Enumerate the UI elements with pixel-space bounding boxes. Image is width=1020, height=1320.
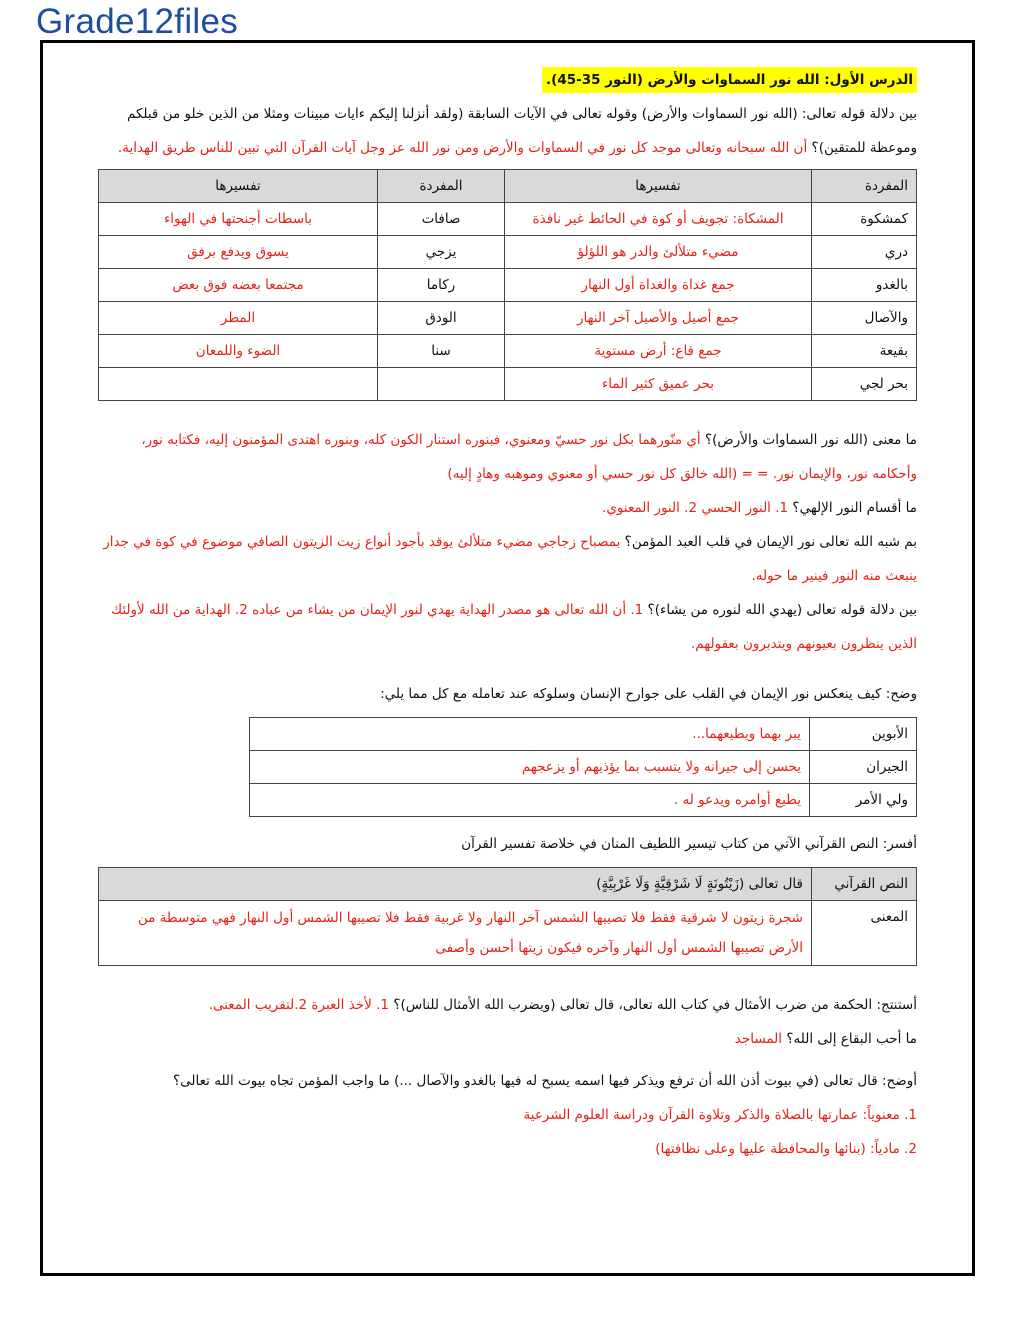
question-4-text: بم شبه الله تعالى نور الإيمان في قلب العبد المؤمن؟ — [624, 534, 917, 550]
meaning-cell: المشكاة: تجويف أو كوة في الحائط غير نافذة — [505, 203, 812, 236]
meaning-cell: الضوء واللمعان — [99, 335, 378, 368]
quran-verse: قال تعالى (زَيْتُونَةٍ لَا شَرْقِيَّةٍ وَلَا غَرْبِيَّةٍ) — [99, 868, 812, 901]
relation-cell: ولي الأمر — [810, 784, 917, 817]
relation-cell: الجيران — [810, 751, 917, 784]
relation-cell: الأبوين — [810, 718, 917, 751]
question-3 — [98, 491, 917, 525]
tafsir-table — [98, 867, 917, 966]
header-word-1: المفردة — [812, 170, 917, 203]
vocabulary-table — [98, 169, 917, 401]
vocabulary-header-row — [99, 170, 917, 203]
word-cell: الودق — [378, 302, 505, 335]
question-9-text: ما أحب البقاع إلى الله؟ — [786, 1031, 917, 1047]
question-3-text: ما أقسام النور الإلهي؟ — [792, 500, 917, 516]
quran-text-label: النص القرآني — [812, 868, 917, 901]
lesson-title-wrap — [98, 63, 917, 97]
meaning-cell: مجتمعا بعضه فوق بعض — [99, 269, 378, 302]
question-3-answer: 1. النور الحسي 2. النور المعنوي. — [602, 500, 789, 516]
question-2 — [98, 423, 917, 491]
behavior-cell: يبر بهما ويطيعهما... — [250, 718, 810, 751]
lesson-content — [98, 63, 917, 1166]
word-cell: دري — [812, 236, 917, 269]
word-cell: بحر لجي — [812, 368, 917, 401]
question-2-answer: أي منّورهما بكل نور حسيّ ومعنوي، فبنوره استنار الكون كله، وبنوره اهتدى المؤمنون إليه، فكتابه نور، وأحكامه نور، والإيمان نور. — [141, 432, 917, 482]
question-2-text: ما معنى (الله نور السماوات والأرض)؟ — [704, 432, 917, 448]
behavior-cell: يطيع أوامره ويدعو له . — [250, 784, 810, 817]
question-4 — [98, 525, 917, 593]
meaning-cell: جمع غداة والغداة أول النهار — [505, 269, 812, 302]
table-row — [99, 203, 917, 236]
table-row — [99, 335, 917, 368]
question-5 — [98, 593, 917, 661]
question-7 — [98, 827, 917, 861]
question-1-answer: أن الله سبحانه وتعالى موجد كل نور في السماوات والأرض ومن نور الله عز وجل آيات القرآن التي تبين للناس طريق الهداية. — [117, 140, 808, 156]
table-row — [250, 784, 917, 817]
word-cell: والآصال — [812, 302, 917, 335]
verse-meaning: شجرة زيتون لا شرقية فقط فلا تصيبها الشمس آخر النهار ولا غربية فقط فلا تصيبها الشمس أول النهار فهي متوسطة من الأرض تصيبها الشمس أول النهار وآخره فيكون زيتها أحسن وأصفى — [99, 901, 812, 966]
question-1 — [98, 97, 917, 165]
table-row — [99, 269, 917, 302]
question-10-text: أوضح: قال تعالى (في بيوت أذن الله أن ترفع ويذكر فيها اسمه يسبح له فيها بالغدو والآصال ...) ما واجب المؤمن تجاه بيوت الله تعالى؟ — [173, 1073, 917, 1089]
header-meaning-2: تفسيرها — [99, 170, 378, 203]
question-9 — [98, 1022, 917, 1056]
behavior-table — [249, 717, 917, 817]
question-8-answer: 1. لأخذ العبرة 2.لتقريب المعنى. — [208, 997, 390, 1013]
behavior-cell: يحسن إلى جيرانه ولا يتسبب بما يؤذيهم أو يزعجهم — [250, 751, 810, 784]
table-row — [99, 236, 917, 269]
question-6 — [98, 677, 917, 711]
word-cell: بالغدو — [812, 269, 917, 302]
table-row — [250, 718, 917, 751]
word-cell: كمشكوة — [812, 203, 917, 236]
meaning-cell — [99, 368, 378, 401]
header-word-2: المفردة — [378, 170, 505, 203]
question-10 — [98, 1064, 917, 1098]
question-6-text: وضح: كيف ينعكس نور الإيمان في القلب على جوارح الإنسان وسلوكه عند تعامله مع كل مما يلي: — [380, 686, 917, 702]
word-cell: بقيعة — [812, 335, 917, 368]
question-5-text: بين دلالة قوله تعالى (يهدي الله لنوره من يشاء)؟ — [647, 602, 917, 618]
page-frame — [40, 40, 975, 1276]
meaning-cell: باسطات أجنحتها في الهواء — [99, 203, 378, 236]
lesson-title: الدرس الأول: الله نور السماوات والأرض (النور 35-45). — [542, 67, 917, 93]
question-9-answer: المساجد — [734, 1031, 783, 1047]
meaning-cell: جمع قاع: أرض مستوية — [505, 335, 812, 368]
meaning-cell: المطر — [99, 302, 378, 335]
question-2-answer-alt: = = (الله خالق كل نور حسي أو معنوي وموهبه وهادٍ إليه) — [447, 466, 769, 482]
question-10-answer-2: 2. مادياً: (بنائها والمحافظة عليها وعلى نظافتها) — [655, 1141, 917, 1157]
brand-logo: Grade12files — [36, 2, 239, 41]
word-cell — [378, 368, 505, 401]
question-1-text: بين دلالة قوله تعالى: (الله نور السماوات والأرض) وقوله تعالى في الآيات السابقة (ولقد أنزلنا إليكم ءايات مبينات ومثلا من الذين خلو من قبلكم وموعظة للمتقين)؟ — [126, 106, 917, 156]
table-row — [250, 751, 917, 784]
question-4-answer: بمصباح زجاجي مضيء متلألئ يوقد بأجود أنواع زيت الزيتون الصافي موضوع في كوة في جدار ينبعث منه النور فينير ما حوله. — [103, 534, 917, 584]
meaning-cell: مضيء متلألئ والدر هو اللؤلؤ — [505, 236, 812, 269]
question-10-answer-1: 1. معنوياً: عمارتها بالصلاة والذكر وتلاوة القرآن ودراسة العلوم الشرعية — [523, 1107, 917, 1123]
table-row — [99, 901, 917, 966]
question-7-text: أفسر: النص القرآني الآتي من كتاب تيسير اللطيف المنان في خلاصة تفسير القرآن — [461, 836, 917, 852]
header-meaning-1: تفسيرها — [505, 170, 812, 203]
table-row — [99, 368, 917, 401]
meaning-cell: جمع أصيل والأصيل آخر النهار — [505, 302, 812, 335]
meaning-cell: بحر عميق كثير الماء — [505, 368, 812, 401]
meaning-label: المعنى — [812, 901, 917, 966]
question-5-answer: 1. أن الله تعالى هو مصدر الهداية يهدي لنور الإيمان من يشاء من عباده 2. الهداية من الله لأولئك الذين ينظرون بعيونهم ويتدبرون بعقولهم. — [110, 602, 917, 652]
question-8-text: أستنتج: الحكمة من ضرب الأمثال في كتاب الله تعالى، قال تعالى (ويضرب الله الأمثال للناس)؟ — [393, 997, 917, 1013]
word-cell: سنا — [378, 335, 505, 368]
word-cell: ركاما — [378, 269, 505, 302]
meaning-cell: يسوق ويدفع برفق — [99, 236, 378, 269]
question-8 — [98, 988, 917, 1022]
word-cell: يزجي — [378, 236, 505, 269]
tafsir-header-row — [99, 868, 917, 901]
table-row — [99, 302, 917, 335]
word-cell: صافات — [378, 203, 505, 236]
